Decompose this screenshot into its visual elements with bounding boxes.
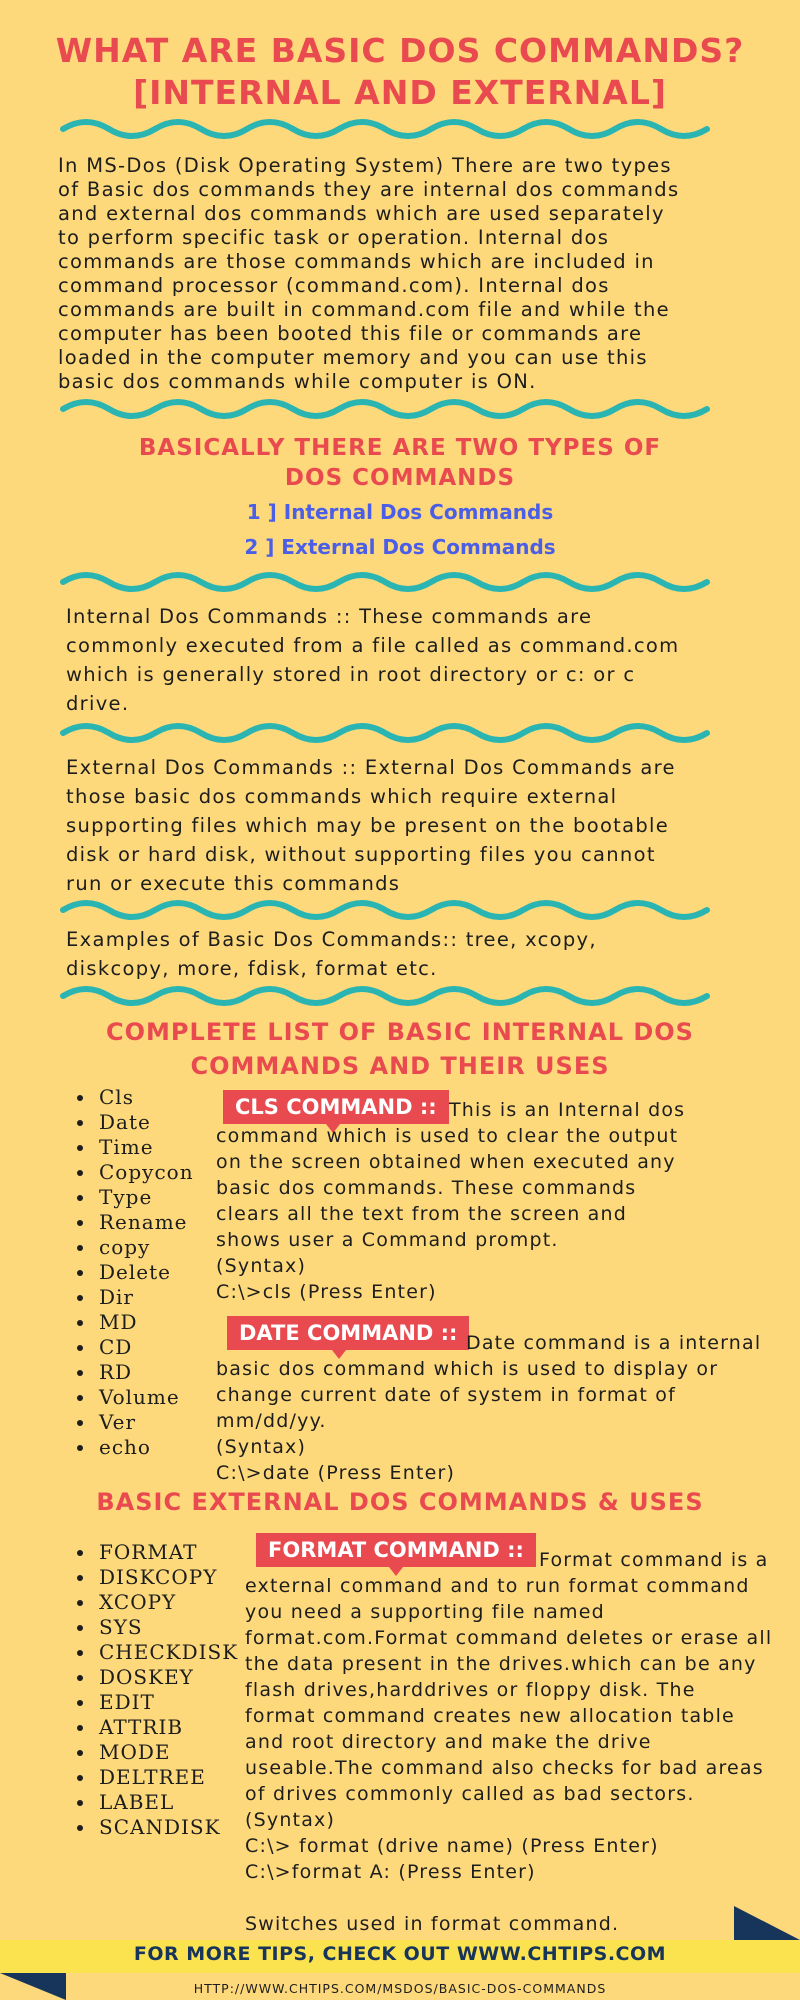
corner-triangle-right — [734, 1906, 800, 1940]
wave-divider — [60, 398, 740, 420]
list-item: copy — [77, 1235, 194, 1260]
date-command-first-line: Date command is a internal — [466, 1332, 762, 1354]
list-item: Copycon — [77, 1160, 194, 1185]
list-item: DISKCOPY — [77, 1565, 238, 1590]
list-item: CHECKDISK — [77, 1640, 238, 1665]
types-heading-line-1: BASICALLY THERE ARE TWO TYPES OF — [138, 435, 662, 461]
list-item: MODE — [77, 1740, 238, 1765]
format-command-badge: FORMAT COMMAND :: — [256, 1533, 536, 1567]
list-item: FORMAT — [77, 1540, 238, 1565]
list-item: DELTREE — [77, 1765, 238, 1790]
list-item: EDIT — [77, 1690, 238, 1715]
list-item: Date — [77, 1110, 194, 1135]
format-command-first-line: Format command is a — [539, 1549, 769, 1571]
format-command-description: external command and to run format command you need a supporting file named format.com.Format command deletes or erase all the data present in the drives.which can be any flash drives,harddrives or floppy disk. The format command creates new allocation table and root directory and make the drive useable.The command also checks for bad areas of drives commonly called as bad sectors. (Syntax) C:\> format (drive name) (Press Enter) C:\>format A: (Press Enter) Switches used in format command. — [245, 1575, 773, 1935]
external-command-list — [77, 1540, 238, 1840]
internal-definition: Internal Dos Commands :: These commands are commonly executed from a file called as command.com which is generally stored in root directory or c: or c drive. — [66, 605, 680, 715]
types-heading — [0, 433, 800, 493]
type-item-external: 2 ] External Dos Commands — [244, 535, 556, 559]
wave-divider — [60, 985, 740, 1007]
list-item: SYS — [77, 1615, 238, 1640]
footer-url: HTTP://WWW.CHTIPS.COM/MSDOS/BASIC-DOS-COMMANDS — [193, 1981, 607, 1996]
wave-divider — [60, 571, 740, 593]
list-item: Time — [77, 1135, 194, 1160]
list-item: Dir — [77, 1285, 194, 1310]
internal-command-list — [77, 1085, 194, 1460]
title-line-1: WHAT ARE BASIC DOS COMMANDS? — [55, 31, 745, 70]
list-item: ATTRIB — [77, 1715, 238, 1740]
internal-list-heading-line-2: COMMANDS AND THEIR USES — [190, 1052, 610, 1080]
wave-divider — [60, 899, 740, 921]
list-item: Cls — [77, 1085, 194, 1110]
list-item: Type — [77, 1185, 194, 1210]
internal-list-heading — [0, 1015, 800, 1083]
list-item: Ver — [77, 1410, 194, 1435]
list-item: SCANDISK — [77, 1815, 238, 1840]
external-list-heading: BASIC EXTERNAL DOS COMMANDS & USES — [96, 1488, 704, 1516]
list-item: MD — [77, 1310, 194, 1335]
list-item: XCOPY — [77, 1590, 238, 1615]
cls-command-description: command which is used to clear the output on the screen obtained when executed any basic dos commands. These commands clears all the text from the screen and shows user a Command prompt. (Syntax) C:\>cls (Press Enter) — [216, 1125, 679, 1303]
types-heading-line-2: DOS COMMANDS — [284, 465, 516, 491]
cls-command-first-line: This is an Internal dos — [449, 1099, 686, 1121]
list-item: CD — [77, 1335, 194, 1360]
internal-list-heading-line-1: COMPLETE LIST OF BASIC INTERNAL DOS — [106, 1018, 694, 1046]
examples-text: Examples of Basic Dos Commands:: tree, xcopy, diskcopy, more, fdisk, format etc. — [66, 928, 597, 980]
footer-tips: FOR MORE TIPS, CHECK OUT WWW.CHTIPS.COM — [133, 1943, 667, 1965]
intro-paragraph: In MS-Dos (Disk Operating System) There are two types of Basic dos commands they are internal dos commands and external dos commands which are used separately to perform specific task or operation. Internal dos commands are those commands which are included in command processor (command.com). Internal dos commands are built in command.com file and while the computer has been booted this file or commands are loaded in the computer memory and you can use this basic dos commands while computer is ON. — [58, 154, 680, 393]
cls-command-badge: CLS COMMAND :: — [223, 1090, 449, 1124]
wave-divider — [60, 118, 740, 140]
external-definition: External Dos Commands :: External Dos Commands are those basic dos commands which require external supporting files which may be present on the bootable disk or hard disk, without supporting files you cannot run or execute this commands — [66, 756, 676, 895]
list-item: DOSKEY — [77, 1665, 238, 1690]
list-item: Rename — [77, 1210, 194, 1235]
page-title — [0, 30, 800, 114]
list-item: Delete — [77, 1260, 194, 1285]
list-item: echo — [77, 1435, 194, 1460]
date-command-badge: DATE COMMAND :: — [227, 1316, 469, 1350]
list-item: LABEL — [77, 1790, 238, 1815]
list-item: Volume — [77, 1385, 194, 1410]
list-item: RD — [77, 1360, 194, 1385]
title-line-2: [INTERNAL AND EXTERNAL] — [133, 73, 667, 112]
wave-divider — [60, 722, 740, 744]
type-item-internal: 1 ] Internal Dos Commands — [246, 500, 554, 524]
date-command-description: basic dos command which is used to display or change current date of system in format of mm/dd/yy. (Syntax) C:\>date (Press Enter) — [216, 1358, 719, 1484]
